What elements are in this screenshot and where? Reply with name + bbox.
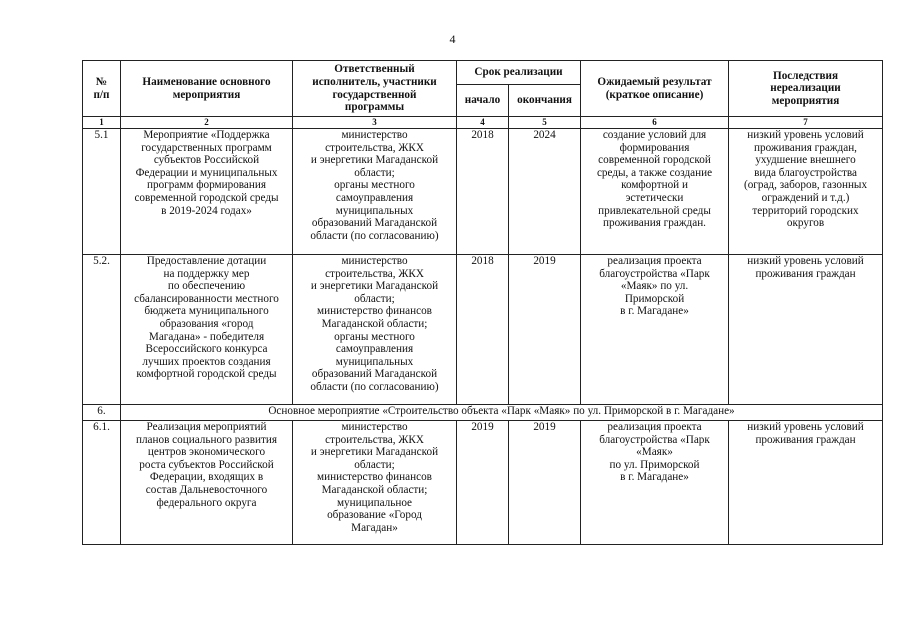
row-name: Предоставление дотации на поддержку мер по обеспечению сбалансированности местного бюджета муниципального образования «город Магадана» - победителя Всероссийского конкурса лучших проектов создания комфортной городской среды — [121, 255, 293, 405]
section-row — [83, 405, 883, 421]
column-number: 4 — [457, 117, 509, 129]
row-start-year: 2018 — [457, 129, 509, 255]
row-executor: министерство строительства, ЖКХ и энергетики Магаданской области; министерство финансов Магаданской области; органы местного самоуправления муниципальных образований Магаданской области (по согласованию) — [293, 255, 457, 405]
page-number: 4 — [449, 32, 456, 46]
row-end-year: 2019 — [509, 421, 581, 545]
row-name: Реализация мероприятий планов социального развития центров экономического роста субъектов Российской Федерации, входящих в состав Дальневосточного федерального округа — [121, 421, 293, 545]
row-consequences: низкий уровень условий проживания граждан — [729, 255, 883, 405]
header-consequences: Последствия нереализации мероприятия — [729, 61, 883, 117]
header-executor: Ответственный исполнитель, участники государственной программы — [293, 61, 457, 117]
table-row — [83, 421, 883, 545]
column-number: 2 — [121, 117, 293, 129]
section-number: 6. — [83, 405, 121, 421]
header-start: начало — [457, 85, 509, 117]
header-term: Срок реализации — [457, 61, 581, 85]
table-row — [83, 255, 883, 405]
row-consequences: низкий уровень условий проживания граждан, ухудшение внешнего вида благоустройства (оград, заборов, газонных ограждений и т.д.) территорий городских округов — [729, 129, 883, 255]
row-consequences: низкий уровень условий проживания граждан — [729, 421, 883, 545]
row-result: реализация проекта благоустройства «Парк «Маяк» по ул. Приморской в г. Магадане» — [581, 421, 729, 545]
header-name: Наименование основного мероприятия — [121, 61, 293, 117]
header-no: № п/п — [83, 61, 121, 117]
header-end: окончания — [509, 85, 581, 117]
row-start-year: 2018 — [457, 255, 509, 405]
row-end-year: 2024 — [509, 129, 581, 255]
column-number: 3 — [293, 117, 457, 129]
row-start-year: 2019 — [457, 421, 509, 545]
column-number: 6 — [581, 117, 729, 129]
row-result: реализация проекта благоустройства «Парк «Маяк» по ул. Приморской в г. Магадане» — [581, 255, 729, 405]
row-number: 6.1. — [83, 421, 121, 545]
column-number: 7 — [729, 117, 883, 129]
program-measures-table — [82, 60, 883, 545]
table-row — [83, 129, 883, 255]
row-executor: министерство строительства, ЖКХ и энергетики Магаданской области; министерство финансов Магаданской области; муниципальное образование «Город Магадан» — [293, 421, 457, 545]
header-result: Ожидаемый результат (краткое описание) — [581, 61, 729, 117]
row-result: создание условий для формирования современной городской среды, а также создание комфортной и эстетически привлекательной среды проживания граждан. — [581, 129, 729, 255]
row-executor: министерство строительства, ЖКХ и энергетики Магаданской области; органы местного самоуправления муниципальных образований Магаданской области (по согласованию) — [293, 129, 457, 255]
row-number: 5.1 — [83, 129, 121, 255]
row-end-year: 2019 — [509, 255, 581, 405]
row-name: Мероприятие «Поддержка государственных программ субъектов Российской Федерации и муниципальных программ формирования современной городской среды в 2019-2024 годах» — [121, 129, 293, 255]
column-number: 1 — [83, 117, 121, 129]
row-number: 5.2. — [83, 255, 121, 405]
column-number: 5 — [509, 117, 581, 129]
section-title: Основное мероприятие «Строительство объекта «Парк «Маяк» по ул. Приморской в г. Магадане» — [121, 405, 883, 421]
